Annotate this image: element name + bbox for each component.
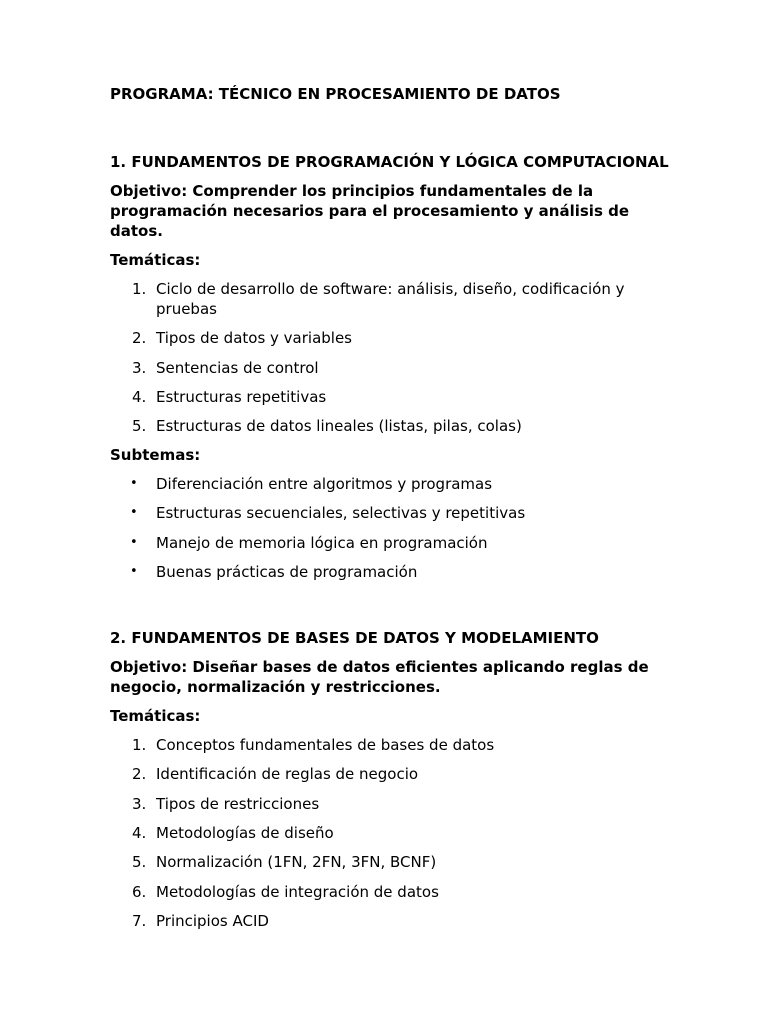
list-item-text: Normalización (1FN, 2FN, 3FN, BCNF)	[156, 853, 437, 872]
bullet-icon: •	[130, 476, 138, 492]
list-item-text: Conceptos fundamentales de bases de datos	[156, 736, 495, 755]
list-item: 2. Identificación de reglas de negocio	[132, 765, 419, 784]
list-item-text: Ciclo de desarrollo de software: análisis, diseño, codificación y pruebas	[156, 280, 625, 318]
list-item: 5. Normalización (1FN, 2FN, 3FN, BCNF)	[132, 853, 437, 872]
list-item-text: Tipos de datos y variables	[156, 329, 352, 348]
list-item: 4. Estructuras repetitivas	[132, 387, 327, 406]
list-item-text: Sentencias de control	[156, 358, 319, 377]
list-item	[110, 474, 670, 494]
tematicas-label: Temáticas:	[110, 251, 201, 269]
list-item-text: Metodologías de integración de datos	[156, 882, 439, 901]
list-item-text: Estructuras de datos lineales (listas, pilas, colas)	[156, 417, 522, 436]
list-item: 4. Metodologías de diseño	[132, 823, 334, 842]
document-page	[110, 84, 670, 931]
bullet-icon: •	[130, 564, 138, 580]
tematicas-list	[110, 279, 670, 436]
list-item	[110, 503, 670, 523]
list-item-text: Manejo de memoria lógica en programación	[156, 533, 488, 552]
bullet-icon: •	[130, 505, 138, 521]
subtemas-label: Subtemas:	[110, 446, 201, 465]
list-item-text: Estructuras secuenciales, selectivas y repetitivas	[156, 504, 526, 523]
list-item: 3. Tipos de restricciones	[132, 794, 320, 813]
section-heading: 2. FUNDAMENTOS DE BASES DE DATOS Y MODELAMIENTO	[110, 629, 599, 648]
list-item: 7. Principios ACID	[132, 911, 269, 930]
section-programacion	[110, 152, 670, 582]
section-objective: Objetivo: Comprender los principios fundamentales de la programación necesarios para el procesamiento y análisis de datos.	[110, 182, 630, 240]
section-objective: Objetivo: Diseñar bases de datos eficientes aplicando reglas de negocio, normalización y restricciones.	[110, 658, 649, 697]
list-item: 5. Estructuras de datos lineales (listas, pilas, colas)	[132, 417, 522, 436]
tematicas-label: Temáticas:	[110, 707, 201, 726]
list-item: 1. Ciclo de desarrollo de software: análisis, diseño, codificación y pruebas	[132, 280, 625, 318]
list-item-text: Tipos de restricciones	[156, 794, 320, 813]
section-bases-de-datos	[110, 628, 670, 931]
list-item	[110, 533, 670, 553]
list-item-text: Metodologías de diseño	[156, 823, 334, 842]
list-item-text: Buenas prácticas de programación	[156, 563, 418, 582]
list-item-text: Estructuras repetitivas	[156, 387, 327, 406]
list-item: 3. Sentencias de control	[132, 358, 319, 377]
list-item: 6. Metodologías de integración de datos	[132, 882, 439, 901]
list-item	[110, 562, 670, 582]
document-title: PROGRAMA: TÉCNICO EN PROCESAMIENTO DE DATOS	[110, 85, 561, 103]
subtemas-list	[110, 474, 670, 582]
section-heading: 1. FUNDAMENTOS DE PROGRAMACIÓN Y LÓGICA COMPUTACIONAL	[110, 153, 669, 171]
bullet-icon: •	[130, 534, 138, 550]
list-item-text: Diferenciación entre algoritmos y programas	[156, 475, 493, 494]
list-item: 2. Tipos de datos y variables	[132, 329, 352, 348]
tematicas-list	[110, 735, 670, 931]
list-item-text: Principios ACID	[156, 911, 269, 930]
list-item: 1. Conceptos fundamentales de bases de datos	[132, 736, 495, 755]
list-item-text: Identificación de reglas de negocio	[156, 765, 419, 784]
